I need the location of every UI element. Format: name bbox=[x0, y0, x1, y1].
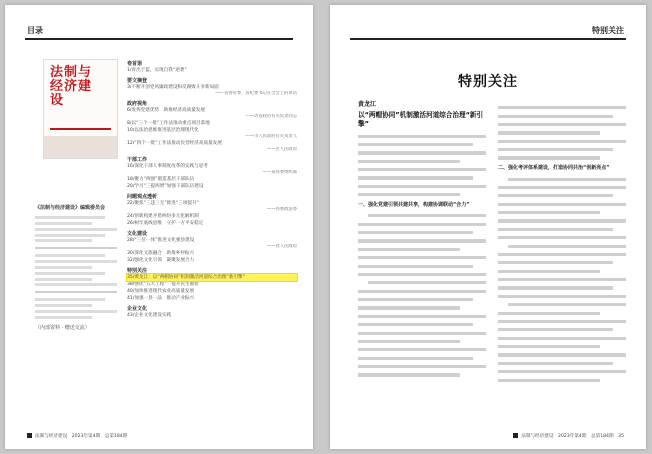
toc-item[interactable]: 32/强化文化引领 凝聚发展合力 bbox=[127, 258, 195, 263]
body-text-line bbox=[358, 151, 486, 154]
toc-section-heading: 问题观点透析 bbox=[127, 194, 158, 200]
masthead bbox=[35, 205, 117, 332]
body-text-line bbox=[358, 176, 473, 179]
toc-item-byline: ——访省政府有关负责同志 bbox=[245, 114, 297, 119]
body-text-line bbox=[358, 273, 486, 276]
masthead-line bbox=[35, 222, 92, 225]
body-text-line bbox=[358, 290, 486, 293]
body-text-line bbox=[358, 365, 486, 368]
footer-square-icon bbox=[513, 433, 518, 438]
toc-item-byline: ——市人民政府有关负责人 bbox=[245, 134, 297, 139]
article-column-left bbox=[358, 101, 486, 382]
body-text-line bbox=[498, 211, 600, 214]
toc-item[interactable]: 16/深化干部人事制度改革的实践与思考 bbox=[127, 164, 208, 169]
left-header-rule bbox=[25, 38, 293, 40]
right-running-header: 特别关注 bbox=[592, 26, 624, 35]
toc-item[interactable]: 6/发挥党建优势 助推经济高质量发展 bbox=[127, 108, 205, 113]
body-text-line bbox=[498, 345, 600, 348]
toc-item[interactable]: 30/深化文旅融合 助推乡村振兴 bbox=[127, 251, 195, 256]
body-text-line bbox=[358, 160, 460, 163]
masthead-line bbox=[35, 254, 105, 257]
toc-item-highlighted[interactable]: 35/黄龙江：以“两帽协同”机制激活河道综合治理“新引擎” bbox=[127, 274, 297, 281]
toc-item[interactable]: 22/聚焦“三违三无”推进“三项提升” bbox=[127, 201, 200, 206]
masthead-line bbox=[35, 266, 92, 269]
body-text-line bbox=[498, 106, 626, 109]
toc-item[interactable]: 18/聚力“两强”锻造基层干部队伍 bbox=[127, 177, 195, 182]
body-text-line bbox=[498, 379, 600, 382]
body-text-line bbox=[358, 185, 486, 188]
cover-image bbox=[43, 59, 118, 159]
toc-item[interactable]: 28/“三位一体”推进文化强县建设 bbox=[127, 238, 195, 243]
toc-section-heading: 卷首语 bbox=[127, 61, 143, 67]
body-text-line bbox=[358, 239, 486, 242]
body-text-line bbox=[368, 214, 486, 217]
toc-item[interactable]: 10/以法治思维推进基层治理现代化 bbox=[127, 128, 199, 133]
right-footer-text: 法制与经济建设 2023年第4期 总第184期 35 bbox=[521, 434, 624, 439]
body-text-line bbox=[498, 140, 626, 143]
body-text-line bbox=[498, 328, 613, 331]
toc-item-byline: ——县人民政府 bbox=[266, 244, 297, 249]
body-text-line bbox=[498, 148, 613, 151]
toc-item-byline: ——区人民政府 bbox=[266, 147, 297, 152]
toc-item[interactable]: 26/树牢底线思维 守护一方平安稳定 bbox=[127, 221, 204, 226]
masthead-divider bbox=[35, 291, 117, 293]
body-text-line bbox=[498, 131, 600, 134]
body-text-line bbox=[358, 306, 460, 309]
section-title: 特别关注 bbox=[458, 74, 518, 90]
body-text-line bbox=[358, 223, 486, 226]
right-page-footer bbox=[513, 433, 624, 439]
body-text-line bbox=[498, 236, 626, 239]
body-text-line bbox=[498, 203, 626, 206]
article-subheading: 一、强化党建引领共建共享，构建协调联动“合力” bbox=[358, 201, 470, 208]
body-text-line bbox=[498, 270, 600, 273]
body-text-line bbox=[498, 278, 626, 281]
body-text-line bbox=[498, 261, 613, 264]
masthead-line bbox=[35, 228, 117, 231]
toc-section-heading: 企业文化 bbox=[127, 306, 148, 312]
table-of-contents bbox=[127, 57, 297, 319]
body-text-line bbox=[498, 115, 613, 118]
right-page bbox=[330, 5, 646, 449]
toc-item[interactable]: 8/以“三个一批”工作法推动重点项目落地 bbox=[127, 121, 210, 126]
body-text-line bbox=[498, 156, 600, 159]
toc-item[interactable]: 1/青出于蓝，实现自我“逆袭” bbox=[127, 68, 187, 73]
body-text-line bbox=[508, 178, 626, 181]
article-title: 以“两帽协同”机制激活河道综合治理“新引擎” bbox=[358, 111, 484, 129]
masthead-line bbox=[35, 272, 105, 275]
right-header-rule bbox=[350, 38, 626, 40]
body-text-line bbox=[358, 168, 486, 171]
left-footer-text: 法制与经济建设 2023年第4期 总第184期 bbox=[35, 434, 128, 439]
article-subheading: 二、强化考评体系建设，打造协同共治“创新亮点” bbox=[498, 164, 610, 171]
toc-section-heading: 文化建设 bbox=[127, 231, 148, 237]
body-text-line bbox=[498, 194, 613, 197]
masthead-line bbox=[35, 316, 92, 319]
toc-section-heading: 干部工作 bbox=[127, 157, 148, 163]
cover-title: 法制与经济建设 bbox=[50, 65, 93, 108]
body-text-line bbox=[358, 373, 460, 376]
toc-item[interactable]: 3/不断开创党风廉政建设和反腐败斗争新局面 bbox=[127, 85, 219, 90]
body-text-line bbox=[498, 123, 626, 126]
toc-item-byline: ——某县委组织部 bbox=[262, 170, 297, 175]
body-text-line bbox=[498, 295, 626, 298]
body-text-line bbox=[498, 219, 626, 222]
toc-item[interactable]: 41/加强一县一品 推动产业振兴 bbox=[127, 296, 195, 301]
body-text-line bbox=[358, 340, 460, 343]
body-text-line bbox=[498, 370, 626, 373]
toc-item[interactable]: 38/强化“五大工程” 提升民生福祉 bbox=[127, 282, 199, 287]
body-text-line bbox=[498, 312, 600, 315]
masthead-line bbox=[35, 239, 92, 242]
body-text-line bbox=[498, 337, 626, 340]
body-text-line bbox=[358, 332, 486, 335]
toc-section-heading: 特别关注 bbox=[127, 268, 148, 274]
masthead-footer: （内部资料 · 赠送交流） bbox=[35, 324, 90, 331]
toc-item[interactable]: 40/加快推进现代农业高质量发展 bbox=[127, 289, 195, 294]
masthead-line bbox=[35, 298, 105, 301]
body-text-line bbox=[358, 348, 486, 351]
body-text-line bbox=[358, 265, 473, 268]
body-text-line bbox=[358, 256, 486, 259]
masthead-line bbox=[35, 234, 105, 237]
body-text-line bbox=[498, 353, 626, 356]
body-text-line bbox=[358, 357, 473, 360]
body-text-line bbox=[498, 320, 626, 323]
body-text-line bbox=[358, 193, 460, 196]
toc-section-heading: 政府视角 bbox=[127, 101, 148, 107]
body-text-line bbox=[508, 245, 626, 248]
masthead-line bbox=[35, 278, 92, 281]
body-text-line bbox=[498, 186, 626, 189]
masthead-line bbox=[35, 283, 117, 286]
cover-band bbox=[44, 136, 117, 158]
footer-square-icon bbox=[27, 433, 32, 438]
masthead-line bbox=[35, 310, 117, 313]
masthead-line bbox=[35, 304, 92, 307]
masthead-divider bbox=[35, 247, 117, 249]
body-text-line bbox=[498, 253, 626, 256]
left-running-header: 目录 bbox=[27, 26, 43, 35]
masthead-line bbox=[35, 260, 117, 263]
body-text-line bbox=[358, 143, 473, 146]
toc-item-byline: ——县委政法委 bbox=[266, 207, 297, 212]
cover-stripe bbox=[50, 128, 111, 130]
toc-item[interactable]: 12/“四个一批”工作法推动民营经济高质量发展 bbox=[127, 141, 222, 146]
toc-item-byline: ——省委常委、省纪委书记在全会上的讲话 bbox=[215, 91, 297, 96]
body-text-line bbox=[498, 362, 613, 365]
body-text-line bbox=[358, 298, 473, 301]
article-author: 黄龙江 bbox=[358, 101, 377, 108]
body-text-line bbox=[498, 286, 613, 289]
toc-item[interactable]: 24/创新构建矛盾纠纷多元化解机制 bbox=[127, 214, 199, 219]
body-text-line bbox=[358, 248, 460, 251]
body-text-line bbox=[358, 323, 473, 326]
toc-item[interactable]: 20/学习“三提两增”加强干部队伍建设 bbox=[127, 184, 204, 189]
left-page-footer bbox=[27, 433, 127, 439]
body-text-line bbox=[498, 228, 613, 231]
masthead-line bbox=[35, 216, 105, 219]
body-text-line bbox=[358, 135, 486, 138]
body-text-line bbox=[358, 315, 486, 318]
masthead-title: 《法制与经济建设》编辑委员会 bbox=[35, 205, 106, 211]
toc-section-heading: 要文摘登 bbox=[127, 78, 148, 84]
body-text-line bbox=[508, 303, 626, 306]
body-text-line bbox=[358, 231, 473, 234]
toc-item[interactable]: 43/企业文化建设实践 bbox=[127, 313, 172, 318]
left-page bbox=[5, 5, 313, 449]
article-column-right bbox=[498, 101, 626, 387]
body-text-line bbox=[368, 281, 486, 284]
